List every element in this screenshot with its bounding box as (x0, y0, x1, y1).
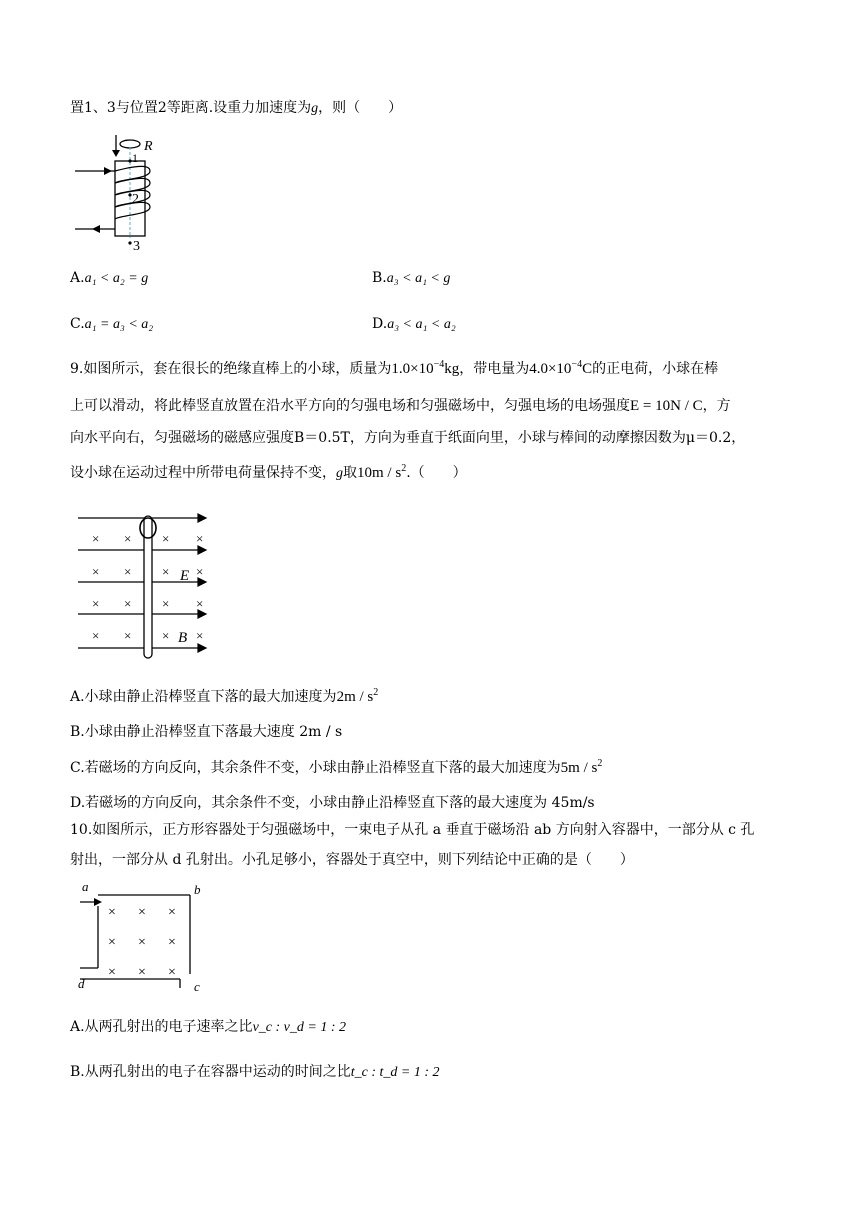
svg-text:×: × (196, 531, 204, 546)
svg-text:×: × (168, 905, 176, 920)
svg-text:×: × (124, 628, 132, 643)
label-R: R (144, 139, 153, 154)
q10-stem-line2: 射出，一部分从 d 孔射出。小孔足够小，容器处于真空中，则下列结论中正确的是（ ） (70, 852, 634, 868)
label-d: d (78, 976, 85, 991)
svg-text:×: × (92, 531, 100, 546)
svg-text:×: × (92, 596, 100, 611)
q9-option-b: B.小球由静止沿棒竖直下落最大速度 2m / s (70, 724, 343, 740)
q10-option-a: A.从两孔射出的电子速率之比v_c : v_d = 1 : 2 (70, 1019, 346, 1035)
svg-text:×: × (168, 965, 176, 980)
q10-option-b: B.从两孔射出的电子在容器中运动的时间之比t_c : t_d = 1 : 2 (70, 1064, 440, 1080)
label-1: 1 (132, 151, 138, 165)
q8-solenoid-figure (70, 133, 180, 258)
svg-text:×: × (162, 564, 170, 579)
svg-text:×: × (92, 628, 100, 643)
q9-option-c: C.若磁场的方向反向，其余条件不变，小球由静止沿棒竖直下落的最大加速度为$5m / s^2$ (70, 758, 603, 776)
label-E: E (180, 568, 190, 584)
q8-option-b: B.a₃ < a₁ < g (372, 270, 451, 286)
svg-text:×: × (168, 935, 176, 950)
q9-option-a: A.小球由静止沿棒竖直下落的最大加速度为$2m / s^2$ (70, 687, 379, 705)
q9-stem-line3: 向水平向右，匀强磁场的磁感应强度B＝0.5T，方向为垂直于纸面向里，小球与棒间的动摩擦因数为μ＝0.2， (70, 430, 746, 446)
q8-option-a: A.a₁ < a₂ = g (70, 270, 149, 286)
q9-stem-line1: 9.如图所示，套在很长的绝缘直棒上的小球，质量为$1.0\times 10^{-4}kg$，带电量为$4.0\times 10^{-4}C$的正电荷，小球在棒 (70, 359, 719, 377)
q9-option-d: D.若磁场的方向反向，其余条件不变，小球由静止沿棒竖直下落的最大速度为 45m/s (70, 795, 595, 811)
label-B: B (178, 630, 188, 646)
svg-text:×: × (162, 596, 170, 611)
svg-text:×: × (92, 564, 100, 579)
svg-text:×: × (108, 935, 116, 950)
svg-text:×: × (124, 596, 132, 611)
svg-text:×: × (138, 965, 146, 980)
q10-stem-line1: 10.如图所示，正方形容器处于匀强磁场中，一束电子从孔 a 垂直于磁场沿 ab 方向射入容器中，一部分从 c 孔 (70, 822, 755, 838)
q9-stem-line2: 上可以滑动，将此棒竖直放置在沿水平方向的匀强电场和匀强磁场中，匀强电场的电场强度E = 10N / C，方 (70, 398, 731, 414)
svg-text:×: × (124, 531, 132, 546)
q8-option-c: C.a₁ = a₃ < a₂ (70, 316, 154, 332)
q9-field-figure (76, 510, 211, 660)
label-b: b (194, 882, 201, 897)
svg-text:×: × (196, 564, 204, 579)
label-a: a (82, 879, 89, 894)
svg-text:×: × (196, 628, 204, 643)
svg-text:×: × (162, 531, 170, 546)
svg-text:×: × (196, 596, 204, 611)
svg-text:×: × (124, 564, 132, 579)
svg-text:×: × (138, 905, 146, 920)
label-c: c (194, 979, 200, 994)
svg-text:×: × (162, 628, 170, 643)
label-3: 3 (133, 239, 140, 254)
q8-stem: 置1、3与位置2等距离.设重力加速度为g，则（ ） (70, 100, 403, 116)
q10-container-figure (76, 880, 206, 995)
q9-stem-line4: 设小球在运动过程中所带电荷量保持不变，g取$10m / s^2$.（ ） (70, 463, 467, 481)
svg-text:×: × (108, 905, 116, 920)
q8-option-d: D.a₃ < a₁ < a₂ (372, 316, 456, 332)
svg-text:×: × (138, 935, 146, 950)
label-2: 2 (132, 192, 139, 207)
svg-text:×: × (108, 965, 116, 980)
